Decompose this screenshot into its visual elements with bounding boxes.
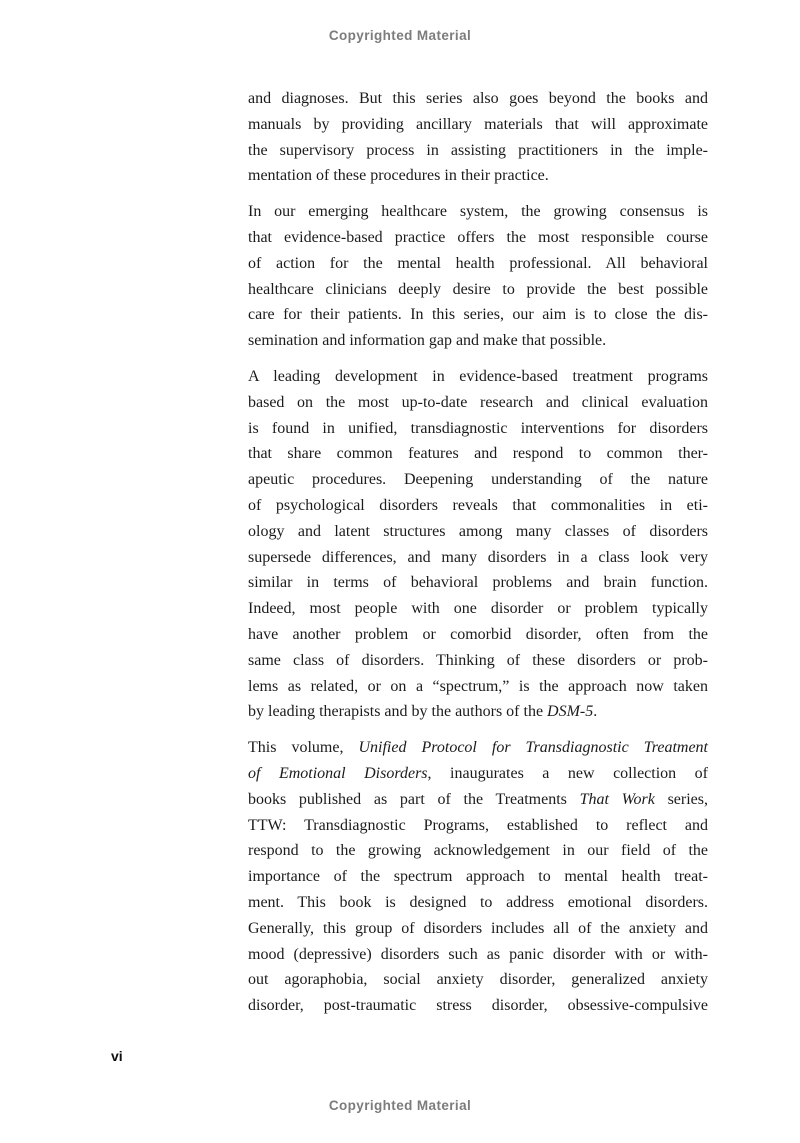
paragraph (248, 735, 708, 1019)
text-line: out agoraphobia, social anxiety disorder, generalized anxiety (248, 971, 708, 989)
text-line: based on the most up-to-date research and clinical evaluation (248, 393, 708, 411)
text-line: and diagnoses. But this series also goes beyond the books and (248, 90, 708, 107)
paragraph (248, 86, 708, 189)
text-line: that share common features and respond to common ther- (248, 445, 708, 463)
text-line: care for their patients. In this series, our aim is to close the dis- (248, 306, 708, 324)
text-line: is found in unified, transdiagnostic interventions for disorders (248, 419, 708, 437)
text-line: that evidence-based practice offers the most responsible course (248, 228, 708, 246)
text-line: disorder, post-traumatic stress disorder, obsessive-compulsive (248, 997, 708, 1015)
text-line: books published as part of the Treatments That Work series, (248, 790, 709, 808)
text-line: by leading therapists and by the authors of the DSM-5. (248, 703, 598, 721)
text-line: healthcare clinicians deeply desire to provide the best possible (248, 280, 708, 298)
text-line: of psychological disorders reveals that commonalities in eti- (248, 496, 708, 514)
text-line: lems as related, or on a “spectrum,” is the approach now taken (248, 677, 708, 695)
text-line: semination and information gap and make that possible. (248, 332, 607, 350)
text-line: mentation of these procedures in their practice. (248, 167, 549, 185)
text-line: respond to the growing acknowledgement in our field of the (248, 842, 708, 860)
text-line: This volume, Unified Protocol for Transdiagnostic Treatment (248, 739, 709, 757)
text-line: same class of disorders. Thinking of these disorders or prob- (248, 651, 708, 669)
text-line: In our emerging healthcare system, the growing consensus is (248, 203, 708, 221)
text-line: manuals by providing ancillary materials that will approximate (248, 115, 708, 133)
text-line: importance of the spectrum approach to mental health treat- (248, 868, 708, 886)
text-line: Indeed, most people with one disorder or problem typically (248, 600, 708, 618)
page-body-text (248, 86, 708, 1029)
text-line: TTW: Transdiagnostic Programs, established to reflect and (248, 816, 708, 834)
text-line: ology and latent structures among many classes of disorders (248, 522, 708, 540)
copyright-notice-top: Copyrighted Material (328, 28, 472, 43)
text-line: mood (depressive) disorders such as panic disorder with or with- (248, 945, 708, 963)
paragraph (248, 364, 708, 725)
text-line: Generally, this group of disorders includes all of the anxiety and (248, 919, 708, 937)
text-line: have another problem or comorbid disorder, often from the (248, 625, 708, 643)
text-line: ment. This book is designed to address emotional disorders. (248, 893, 708, 911)
text-line: similar in terms of behavioral problems and brain function. (248, 574, 708, 592)
page-number: vi (111, 1048, 123, 1064)
text-line: supersede differences, and many disorders in a class look very (248, 548, 708, 566)
paragraph (248, 199, 708, 354)
copyright-notice-bottom: Copyrighted Material (328, 1098, 472, 1113)
text-line: apeutic procedures. Deepening understanding of the nature (248, 471, 708, 489)
text-line: of Emotional Disorders, inaugurates a new collection of (248, 764, 709, 782)
text-line: the supervisory process in assisting practitioners in the imple- (248, 141, 708, 159)
text-line: of action for the mental health professional. All behavioral (248, 254, 708, 272)
text-line: A leading development in evidence-based treatment programs (248, 367, 708, 385)
